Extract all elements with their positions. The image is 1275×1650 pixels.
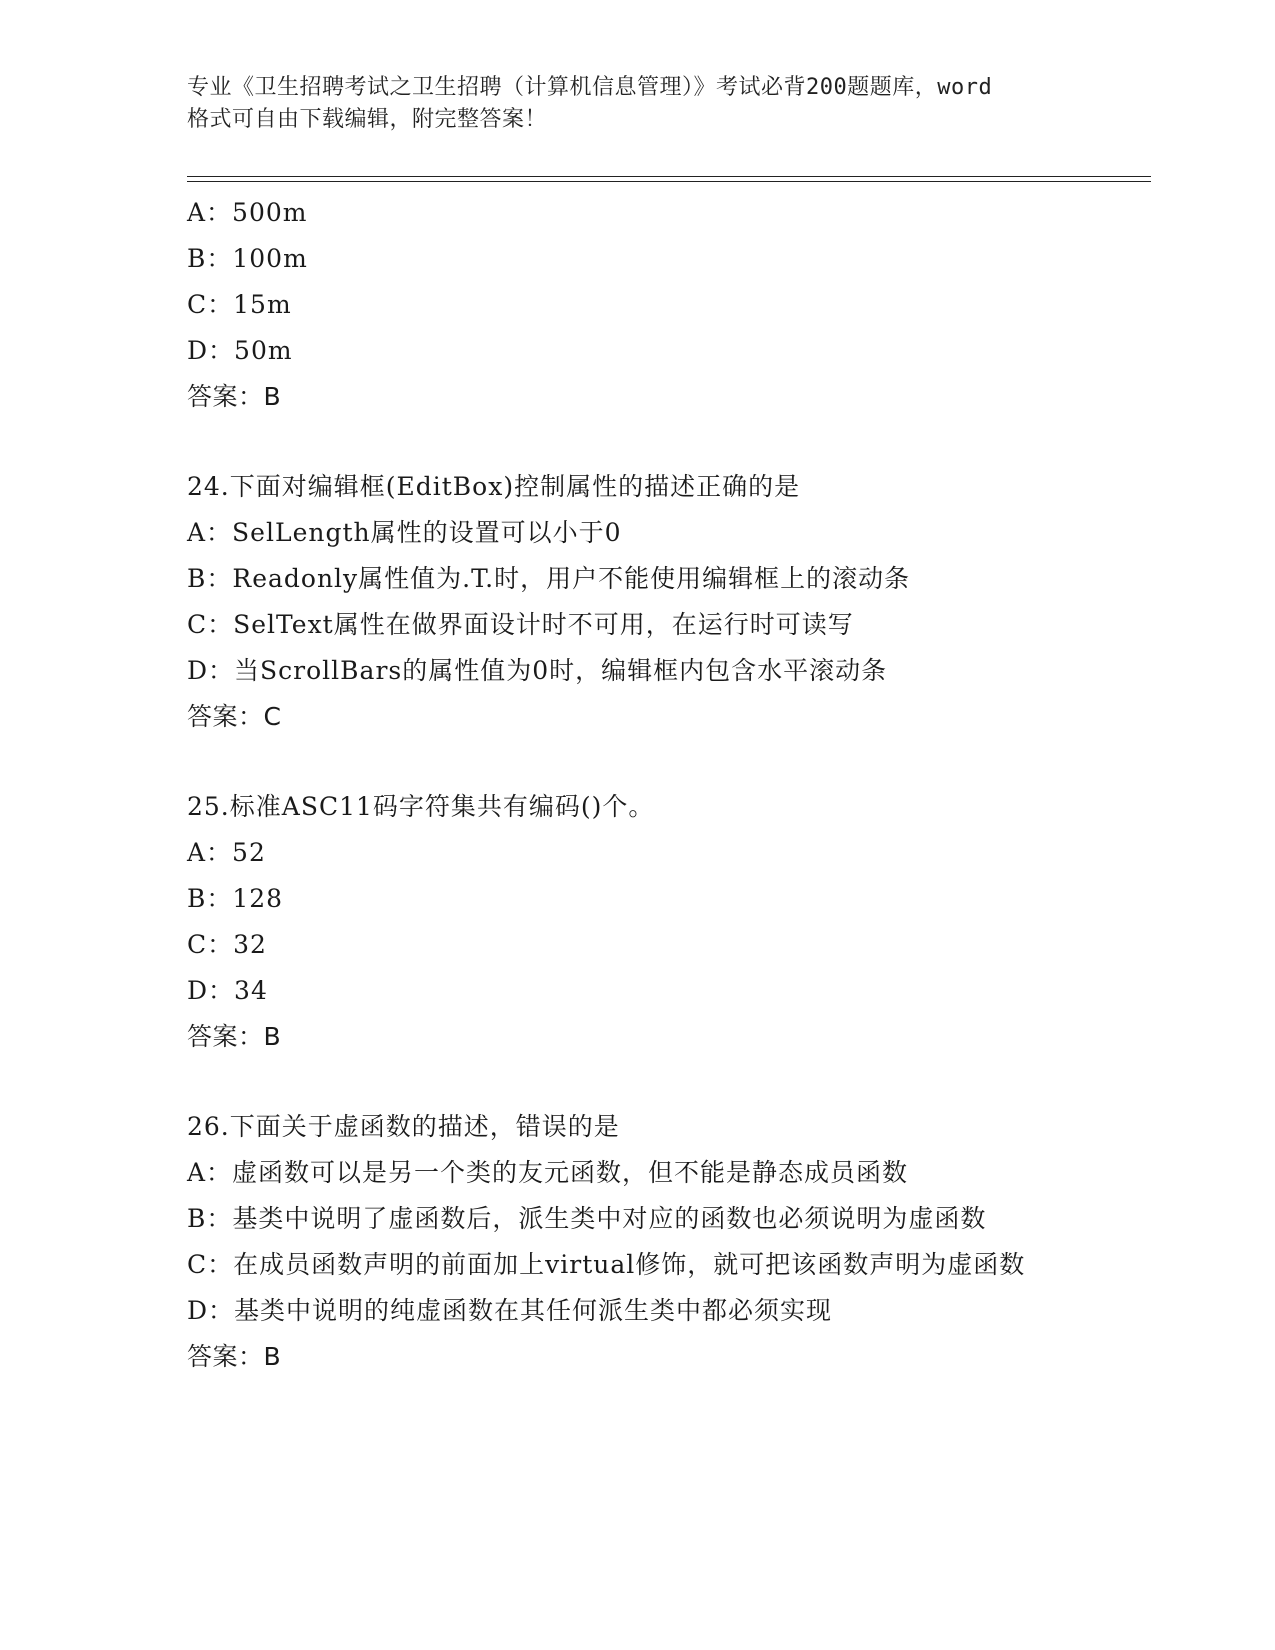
option-b: B：128 bbox=[187, 884, 284, 913]
option-c: C：在成员函数声明的前面加上virtual修饰，就可把该函数声明为虚函数 bbox=[187, 1250, 1026, 1279]
option-c: C：32 bbox=[187, 930, 267, 959]
option-d: D：34 bbox=[187, 976, 268, 1005]
option-a: A：SelLength属性的设置可以小于0 bbox=[187, 518, 622, 547]
header-line-1: 专业《卫生招聘考试之卫生招聘（计算机信息管理）》考试必背200题题库，word bbox=[187, 75, 993, 100]
answer: 答案：B bbox=[187, 1342, 282, 1371]
question-list bbox=[187, 190, 1087, 1380]
answer: 答案：C bbox=[187, 702, 282, 731]
question-23 bbox=[187, 190, 1087, 420]
spacer bbox=[187, 740, 1087, 784]
question-text: 26.下面关于虚函数的描述，错误的是 bbox=[187, 1112, 620, 1141]
option-d: D：当ScrollBars的属性值为0时，编辑框内包含水平滚动条 bbox=[187, 656, 888, 685]
question-text: 25.标准ASC11码字符集共有编码()个。 bbox=[187, 792, 655, 821]
spacer bbox=[187, 1060, 1087, 1104]
option-a: A：52 bbox=[187, 838, 266, 867]
question-26 bbox=[187, 1104, 1087, 1380]
header-line-2: 格式可自由下载编辑，附完整答案！ bbox=[187, 107, 548, 132]
option-b: B：基类中说明了虚函数后，派生类中对应的函数也必须说明为虚函数 bbox=[187, 1204, 987, 1233]
question-text: 24.下面对编辑框(EditBox)控制属性的描述正确的是 bbox=[187, 472, 801, 501]
option-a: A：虚函数可以是另一个类的友元函数，但不能是静态成员函数 bbox=[187, 1158, 909, 1187]
document-header bbox=[187, 72, 1087, 136]
answer: 答案：B bbox=[187, 382, 282, 411]
option-b: B：100m bbox=[187, 244, 308, 273]
answer: 答案：B bbox=[187, 1022, 282, 1051]
spacer bbox=[187, 420, 1087, 464]
option-d: D：50m bbox=[187, 336, 293, 365]
option-a: A：500m bbox=[187, 198, 308, 227]
option-c: C：SelText属性在做界面设计时不可用，在运行时可读写 bbox=[187, 610, 854, 639]
option-d: D：基类中说明的纯虚函数在其任何派生类中都必须实现 bbox=[187, 1296, 833, 1325]
question-24 bbox=[187, 464, 1087, 740]
option-c: C：15m bbox=[187, 290, 292, 319]
question-25 bbox=[187, 784, 1087, 1060]
option-b: B：Readonly属性值为.T.时，用户不能使用编辑框上的滚动条 bbox=[187, 564, 911, 593]
header-divider-top bbox=[187, 176, 1151, 177]
header-divider-bottom bbox=[187, 181, 1151, 182]
